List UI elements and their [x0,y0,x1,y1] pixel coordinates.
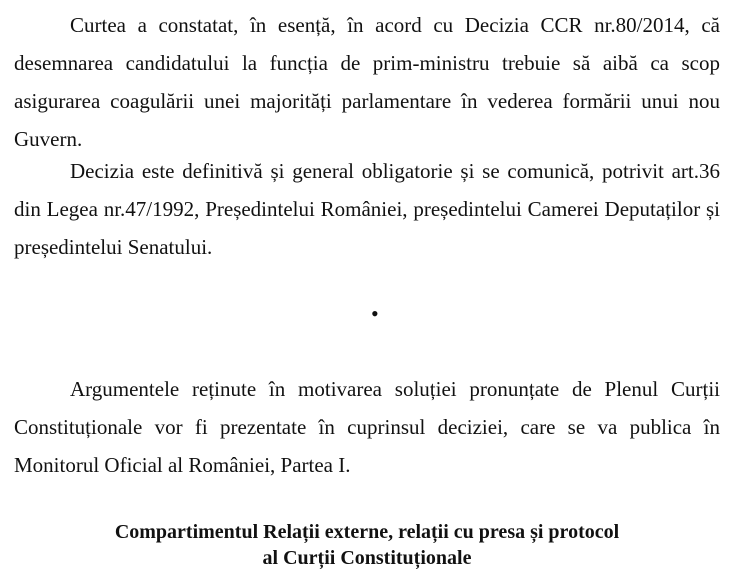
paragraph-court-finding: Curtea a constatat, în esență, în acord cu Decizia CCR nr.80/2014, că desemnarea candidatului la funcția de prim-ministru trebuie să aibă ca scop asigurarea coagulării unei majorități parlamentare în vederea formării unui nou Guvern. [14,13,720,151]
paragraph-decision-communication: Decizia este definitivă și general obligatorie și se comunică, potrivit art.36 din Legea nr.47/1992, Președintelui României, președintelui Camerei Deputaților și președintelui Senatului. [14,159,720,259]
signature-line-1: Compartimentul Relații externe, relații cu presa și protocol [114,521,620,543]
signature-block [14,519,720,571]
bullet-separator: • [371,301,379,326]
signature-line-2: al Curții Constituționale [262,547,472,569]
paragraph-motivation-note: Argumentele reținute în motivarea soluției pronunțate de Plenul Curții Constituționale vor fi prezentate în cuprinsul deciziei, care se va publica în Monitorul Oficial al României, Partea I. [14,377,720,477]
